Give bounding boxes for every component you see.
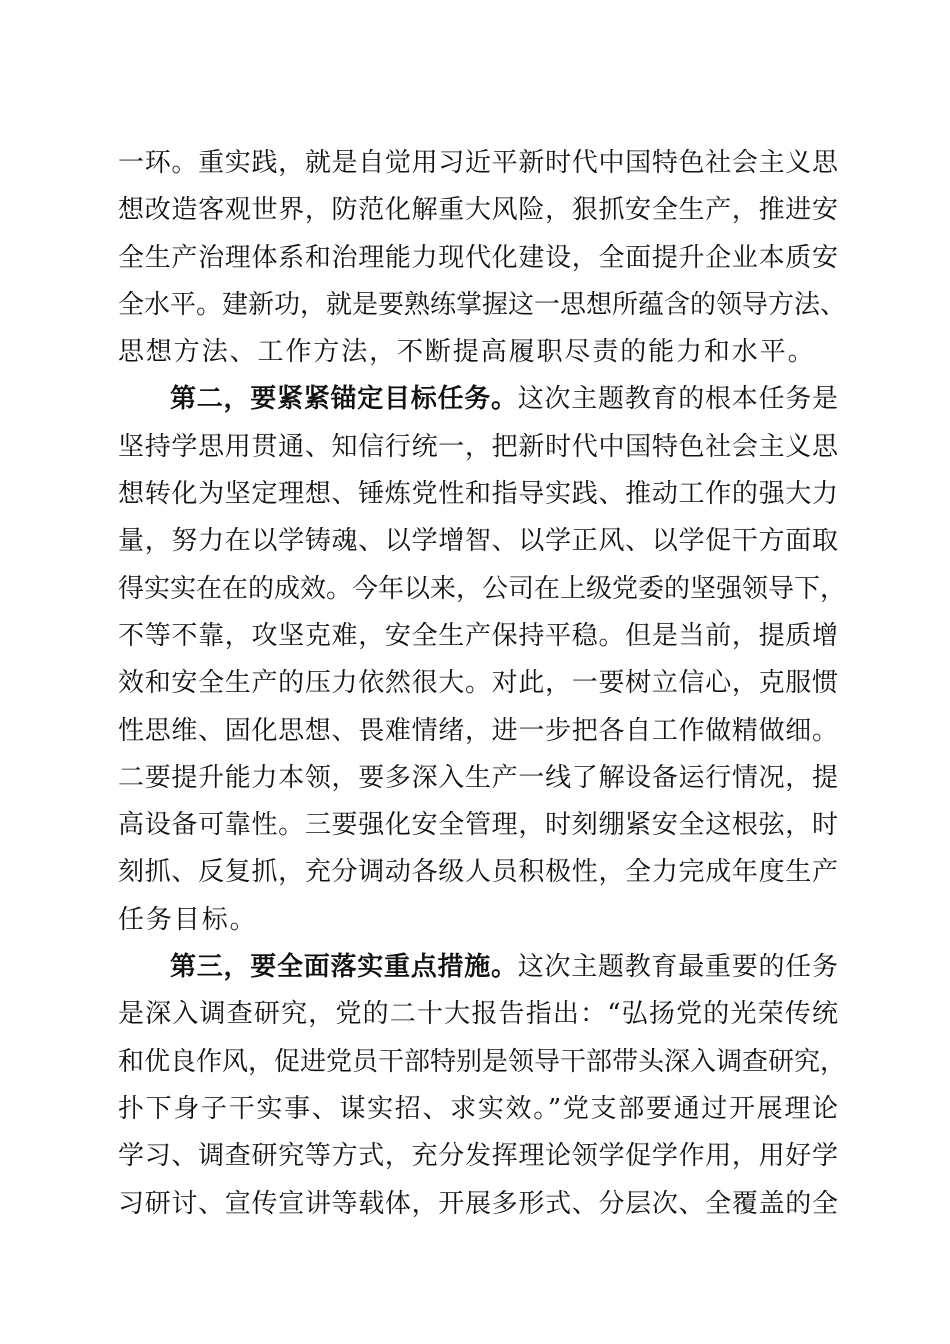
- text-line: 思想方法、工作方法，不断提高履职尽责的能力和水平。: [118, 337, 816, 368]
- paragraph-second-point: [118, 376, 847, 944]
- text-line: 量，努力在以学铸魂、以学增智、以学正风、以学促干方面取: [118, 526, 838, 557]
- text-line: 得实实在在的成效。今年以来，公司在上级党委的坚强领导下，: [118, 573, 847, 604]
- text-line: 一环。重实践，就是自觉用习近平新时代中国特色社会主义思: [118, 148, 838, 178]
- text-line: 全生产治理体系和治理能力现代化建设，全面提升企业本质安: [118, 242, 838, 273]
- text-line: 任务目标。: [118, 904, 258, 935]
- document-body: [118, 140, 847, 1228]
- text-line: 二要提升能力本领，要多深入生产一线了解设备运行情况，提: [118, 762, 838, 793]
- paragraph-heading: 第二，要紧紧锚定目标任务。: [170, 384, 518, 415]
- text-line-first: [118, 376, 838, 423]
- text-line: 不等不靠，攻坚克难，安全生产保持平稳。但是当前，提质增: [118, 620, 838, 651]
- paragraph-continuation: [118, 140, 847, 376]
- text-line: 效和安全生产的压力依然很大。对此，一要树立信心，克服惯: [118, 668, 838, 699]
- text-line: 刻抓、反复抓，充分调动各级人员积极性，全力完成年度生产: [118, 857, 838, 888]
- text-line: 全水平。建新功，就是要熟练掌握这一思想所蕴含的领导方法、: [118, 289, 847, 320]
- text-line: 习研讨、宣传宣讲等载体，开展多形式、分层次、全覆盖的全: [118, 1188, 838, 1219]
- text-line: 扑下身子干实事、谋实招、求实效。”党支部要通过开展理论: [118, 1093, 838, 1124]
- text-line: 高设备可靠性。三要强化安全管理，时刻绷紧安全这根弦，时: [118, 810, 838, 841]
- text-line: 学习、调查研究等方式，充分发挥理论领学促学作用，用好学: [118, 1141, 838, 1172]
- text-line: 是深入调查研究，党的二十大报告指出：“弘扬党的光荣传统: [118, 999, 838, 1030]
- text-line: 想转化为坚定理想、锤炼党性和指导实践、推动工作的强大力: [118, 479, 838, 510]
- paragraph-third-point: [118, 944, 847, 1228]
- text-line-first: [118, 944, 838, 991]
- paragraph-lead-text: 这次主题教育的根本任务是: [517, 384, 838, 415]
- paragraph-heading: 第三，要全面落实重点措施。: [170, 952, 518, 983]
- text-line: 和优良作风，促进党员干部特别是领导干部带头深入调查研究，: [118, 1046, 847, 1077]
- text-line: 性思维、固化思想、畏难情绪，进一步把各自工作做精做细。: [118, 715, 838, 746]
- text-line: 坚持学思用贯通、知信行统一，把新时代中国特色社会主义思: [118, 431, 838, 462]
- text-line: 想改造客观世界，防范化解重大风险，狠抓安全生产，推进安: [118, 195, 838, 226]
- paragraph-lead-text: 这次主题教育最重要的任务: [517, 952, 838, 983]
